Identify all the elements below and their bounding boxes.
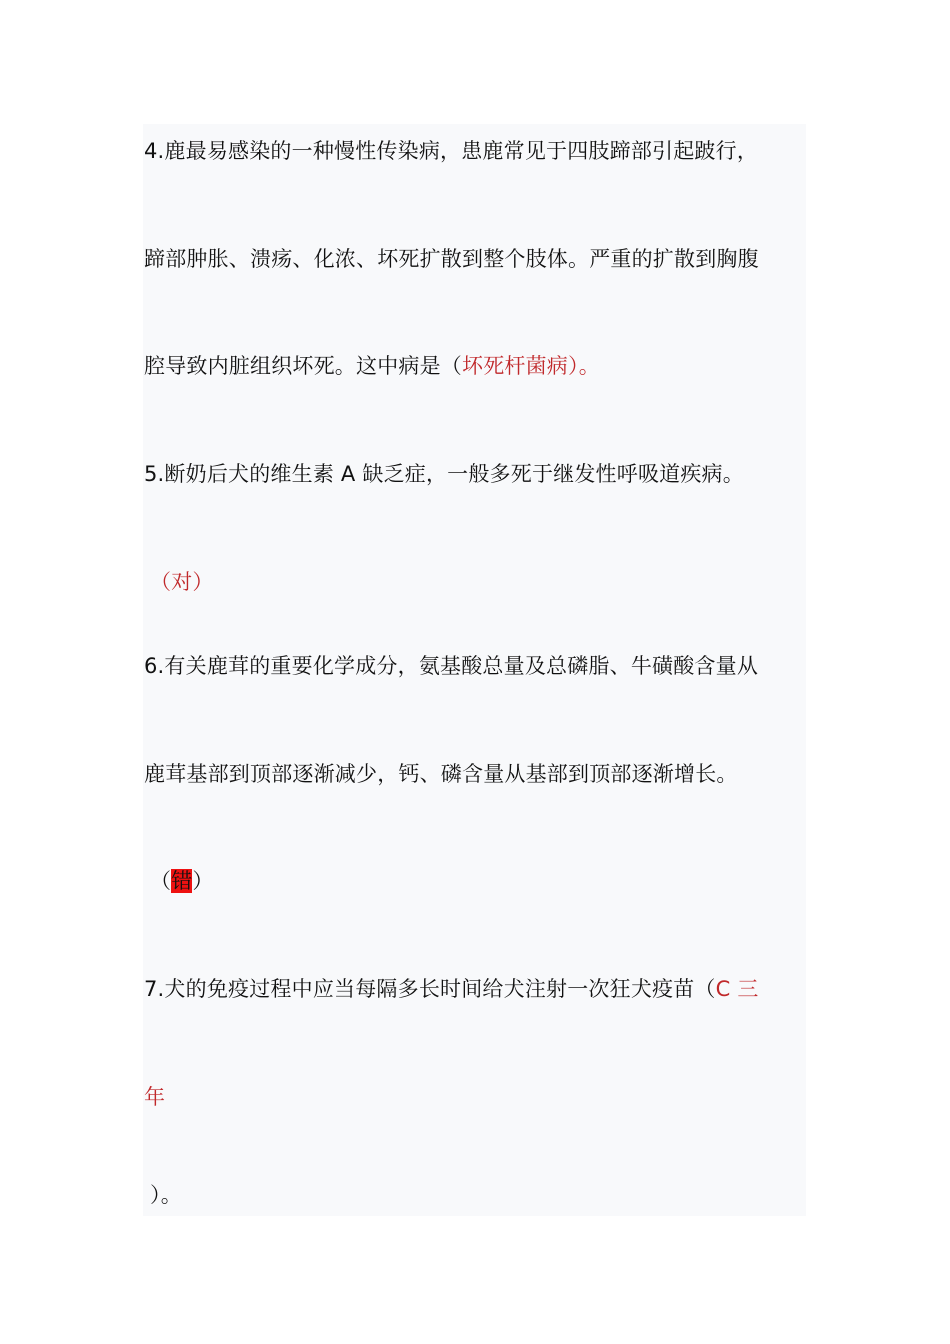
q7-question-text: 7.犬的免疫过程中应当每隔多长时间给犬注射一次狂犬疫苗（ bbox=[144, 977, 716, 1001]
q4-line-2: 蹄部肿胀、溃疡、化浓、坏死扩散到整个肢体。严重的扩散到胸腹 bbox=[144, 247, 759, 271]
q6-close-paren: ） bbox=[192, 869, 214, 893]
q7-line-1 bbox=[144, 974, 759, 1004]
q7-answer-part-1: C 三 bbox=[715, 977, 759, 1001]
q7-closing: ）。 bbox=[150, 1183, 182, 1207]
q6-line-2: 鹿茸基部到顶部逐渐减少，钙、磷含量从基部到顶部逐渐增长。 bbox=[144, 762, 738, 786]
q5-line-1: 5.断奶后犬的维生素 A 缺乏症，一般多死于继发性呼吸道疾病。 bbox=[144, 462, 744, 486]
q4-answer: 坏死杆菌病）。 bbox=[462, 354, 600, 378]
q6-answer-line bbox=[150, 866, 214, 896]
q4-line-1: 4.鹿最易感染的一种慢性传染病，患鹿常见于四肢蹄部引起跛行， bbox=[144, 139, 759, 163]
q6-line-1: 6.有关鹿茸的重要化学成分，氨基酸总量及总磷脂、牛磺酸含量从 bbox=[144, 654, 759, 678]
q4-line-3-text: 腔导致内脏组织坏死。这中病是（ bbox=[144, 354, 462, 378]
q4-line-3 bbox=[144, 351, 600, 381]
q6-open-paren: （ bbox=[150, 869, 172, 893]
q7-answer-part-2: 年 bbox=[144, 1085, 166, 1109]
q6-answer-highlight: 错 bbox=[171, 869, 193, 893]
q5-answer: （对） bbox=[150, 570, 214, 594]
